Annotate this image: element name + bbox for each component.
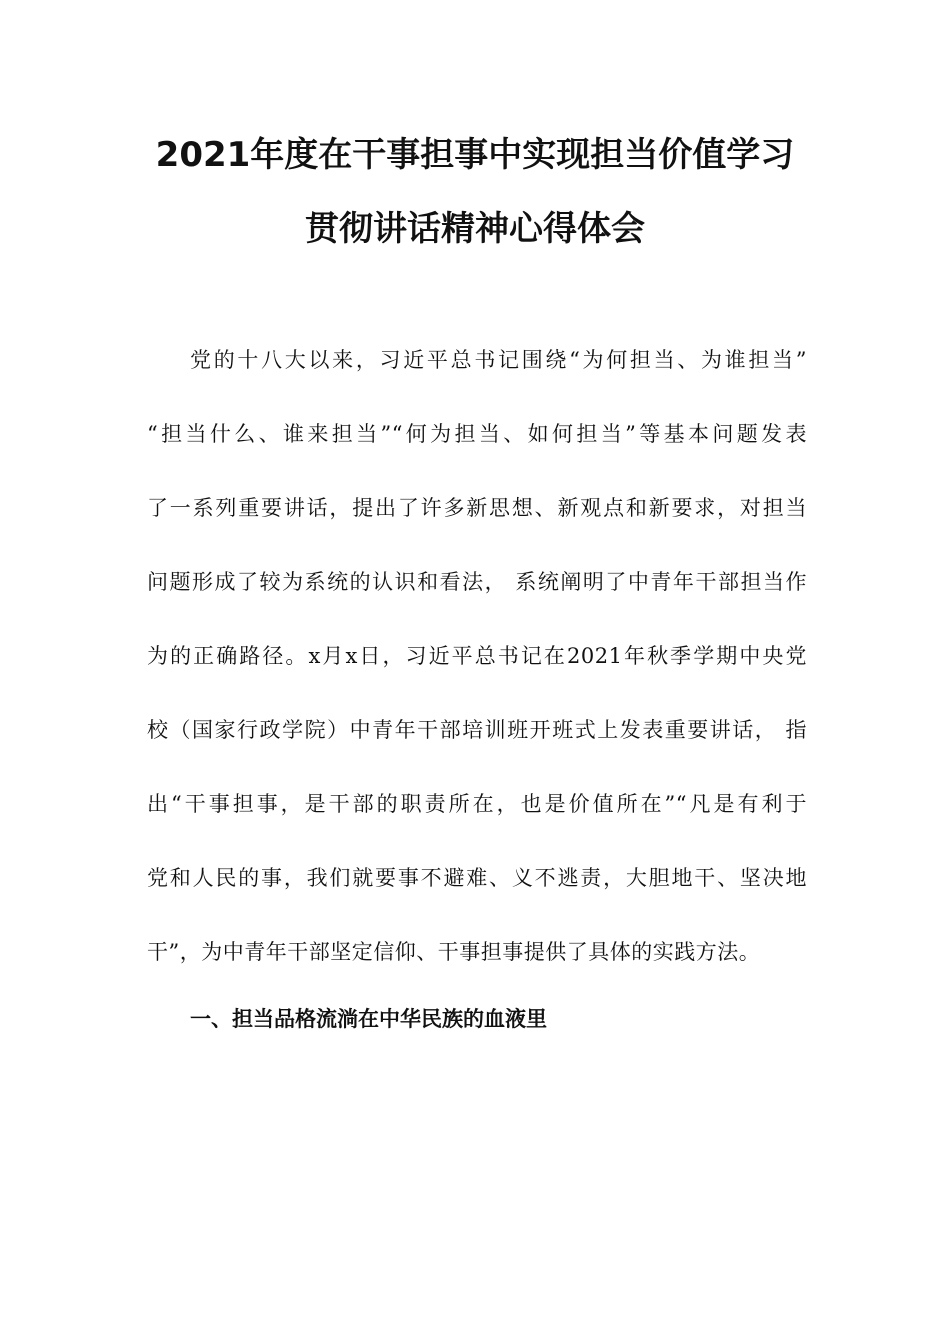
paragraph-line: 出“干事担事，是干部的职责所在，也是价值所在”“凡是有利于	[147, 792, 807, 816]
paragraph-line: 校（国家行政学院）中青年干部培训班开班式上发表重要讲话， 指	[147, 718, 807, 742]
section-heading: 一、担当品格流淌在中华民族的血液里	[190, 1007, 547, 1031]
paragraph-line: 党和人民的事，我们就要事不避难、义不逃责，大胆地干、坚决地	[147, 866, 807, 890]
document-title-line-2: 贯彻讲话精神心得体会	[305, 209, 645, 249]
paragraph-line: “担当什么、谁来担当”“何为担当、如何担当”等基本问题发表	[147, 422, 807, 446]
paragraph-line: 问题形成了较为系统的认识和看法， 系统阐明了中青年干部担当作	[147, 570, 807, 594]
document-title-line-1: 2021年度在干事担事中实现担当价值学习	[155, 135, 795, 175]
paragraph-line: 党的十八大以来，习近平总书记围绕“为何担当、为谁担当”	[190, 348, 807, 372]
paragraph-line: 了一系列重要讲话，提出了许多新思想、新观点和新要求，对担当	[147, 496, 807, 520]
paragraph-line: 为的正确路径。x月x日，习近平总书记在2021年秋季学期中央党	[147, 644, 807, 668]
paragraph-line: 干”，为中青年干部坚定信仰、干事担事提供了具体的实践方法。	[147, 940, 761, 964]
